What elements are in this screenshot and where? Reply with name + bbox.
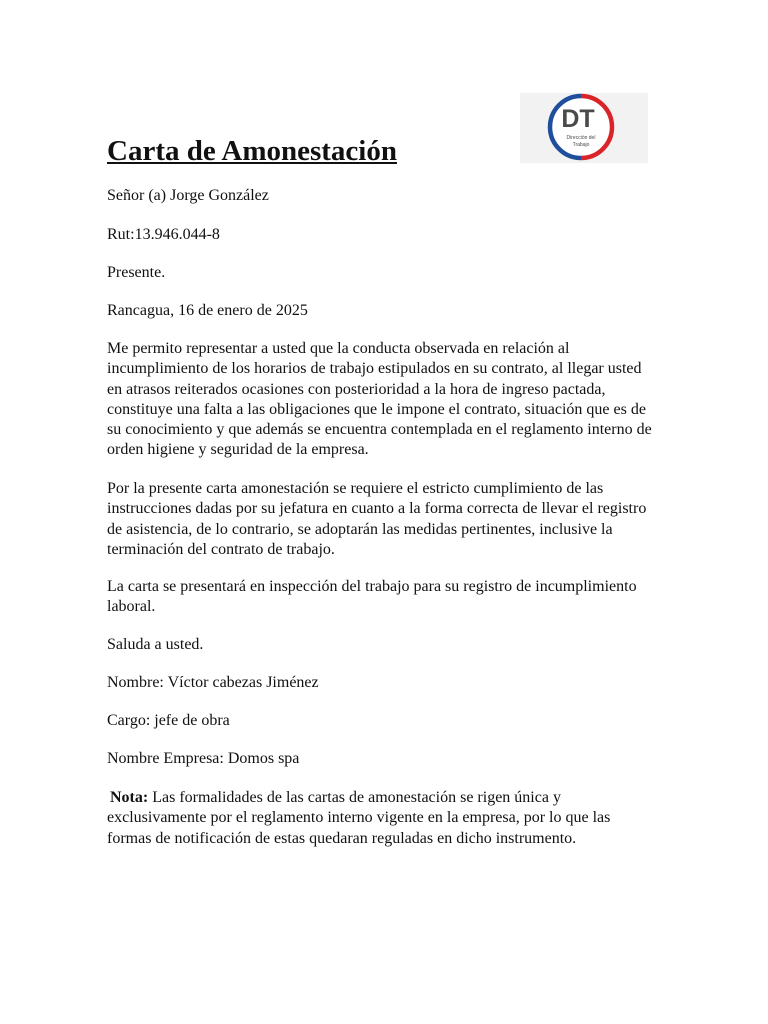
direccion-del-trabajo-logo	[520, 93, 648, 163]
note-paragraph	[107, 788, 652, 849]
presente-line: Presente.	[107, 264, 166, 281]
place-date-line: Rancagua, 16 de enero de 2025	[107, 302, 308, 319]
signer-role: Cargo: jefe de obra	[107, 712, 230, 729]
dt-logo-icon	[520, 93, 648, 163]
rut-line: Rut:13.946.044-8	[107, 226, 220, 243]
signer-name: Nombre: Víctor cabezas Jiménez	[107, 674, 319, 691]
letter-title: Carta de Amonestación	[107, 135, 397, 167]
logo-line-2: Trabajo	[572, 142, 590, 148]
note-label: Nota:	[110, 789, 149, 806]
logo-line-1: Dirección del	[566, 135, 596, 141]
body-paragraph-2: Por la presente carta amonestación se requiere el estricto cumplimiento de las instrucciones dadas por su jefatura en cuanto a la forma correcta de llevar el registro de asistencia, de lo contrario, se adoptarán las medidas pertinentes, inclusive la terminación del contrato de trabajo.	[107, 480, 647, 558]
body-paragraph-1: Me permito representar a usted que la conducta observada en relación al incumplimiento de los horarios de trabajo estipulados en su contrato, al llegar usted en atrasos reiterados ocasiones con posterioridad a la hora de ingreso pactada, constituye una falta a las obligaciones que le impone el contrato, situación que es de su conocimiento y que además se encuentra contemplada en el reglamento interno de orden higiene y seguridad de la empresa.	[107, 340, 652, 459]
recipient-line: Señor (a) Jorge González	[107, 187, 269, 204]
logo-mark: DT	[561, 105, 595, 133]
closing-line: Saluda a usted.	[107, 636, 204, 653]
company-name: Nombre Empresa: Domos spa	[107, 750, 300, 767]
body-paragraph-3: La carta se presentará en inspección del trabajo para su registro de incumplimiento laboral.	[107, 578, 637, 616]
note-text: Las formalidades de las cartas de amonestación se rigen única y exclusivamente por el reglamento interno vigente en la empresa, por lo que las formas de notificación de estas quedaran reguladas en dicho instrumento.	[107, 789, 611, 847]
